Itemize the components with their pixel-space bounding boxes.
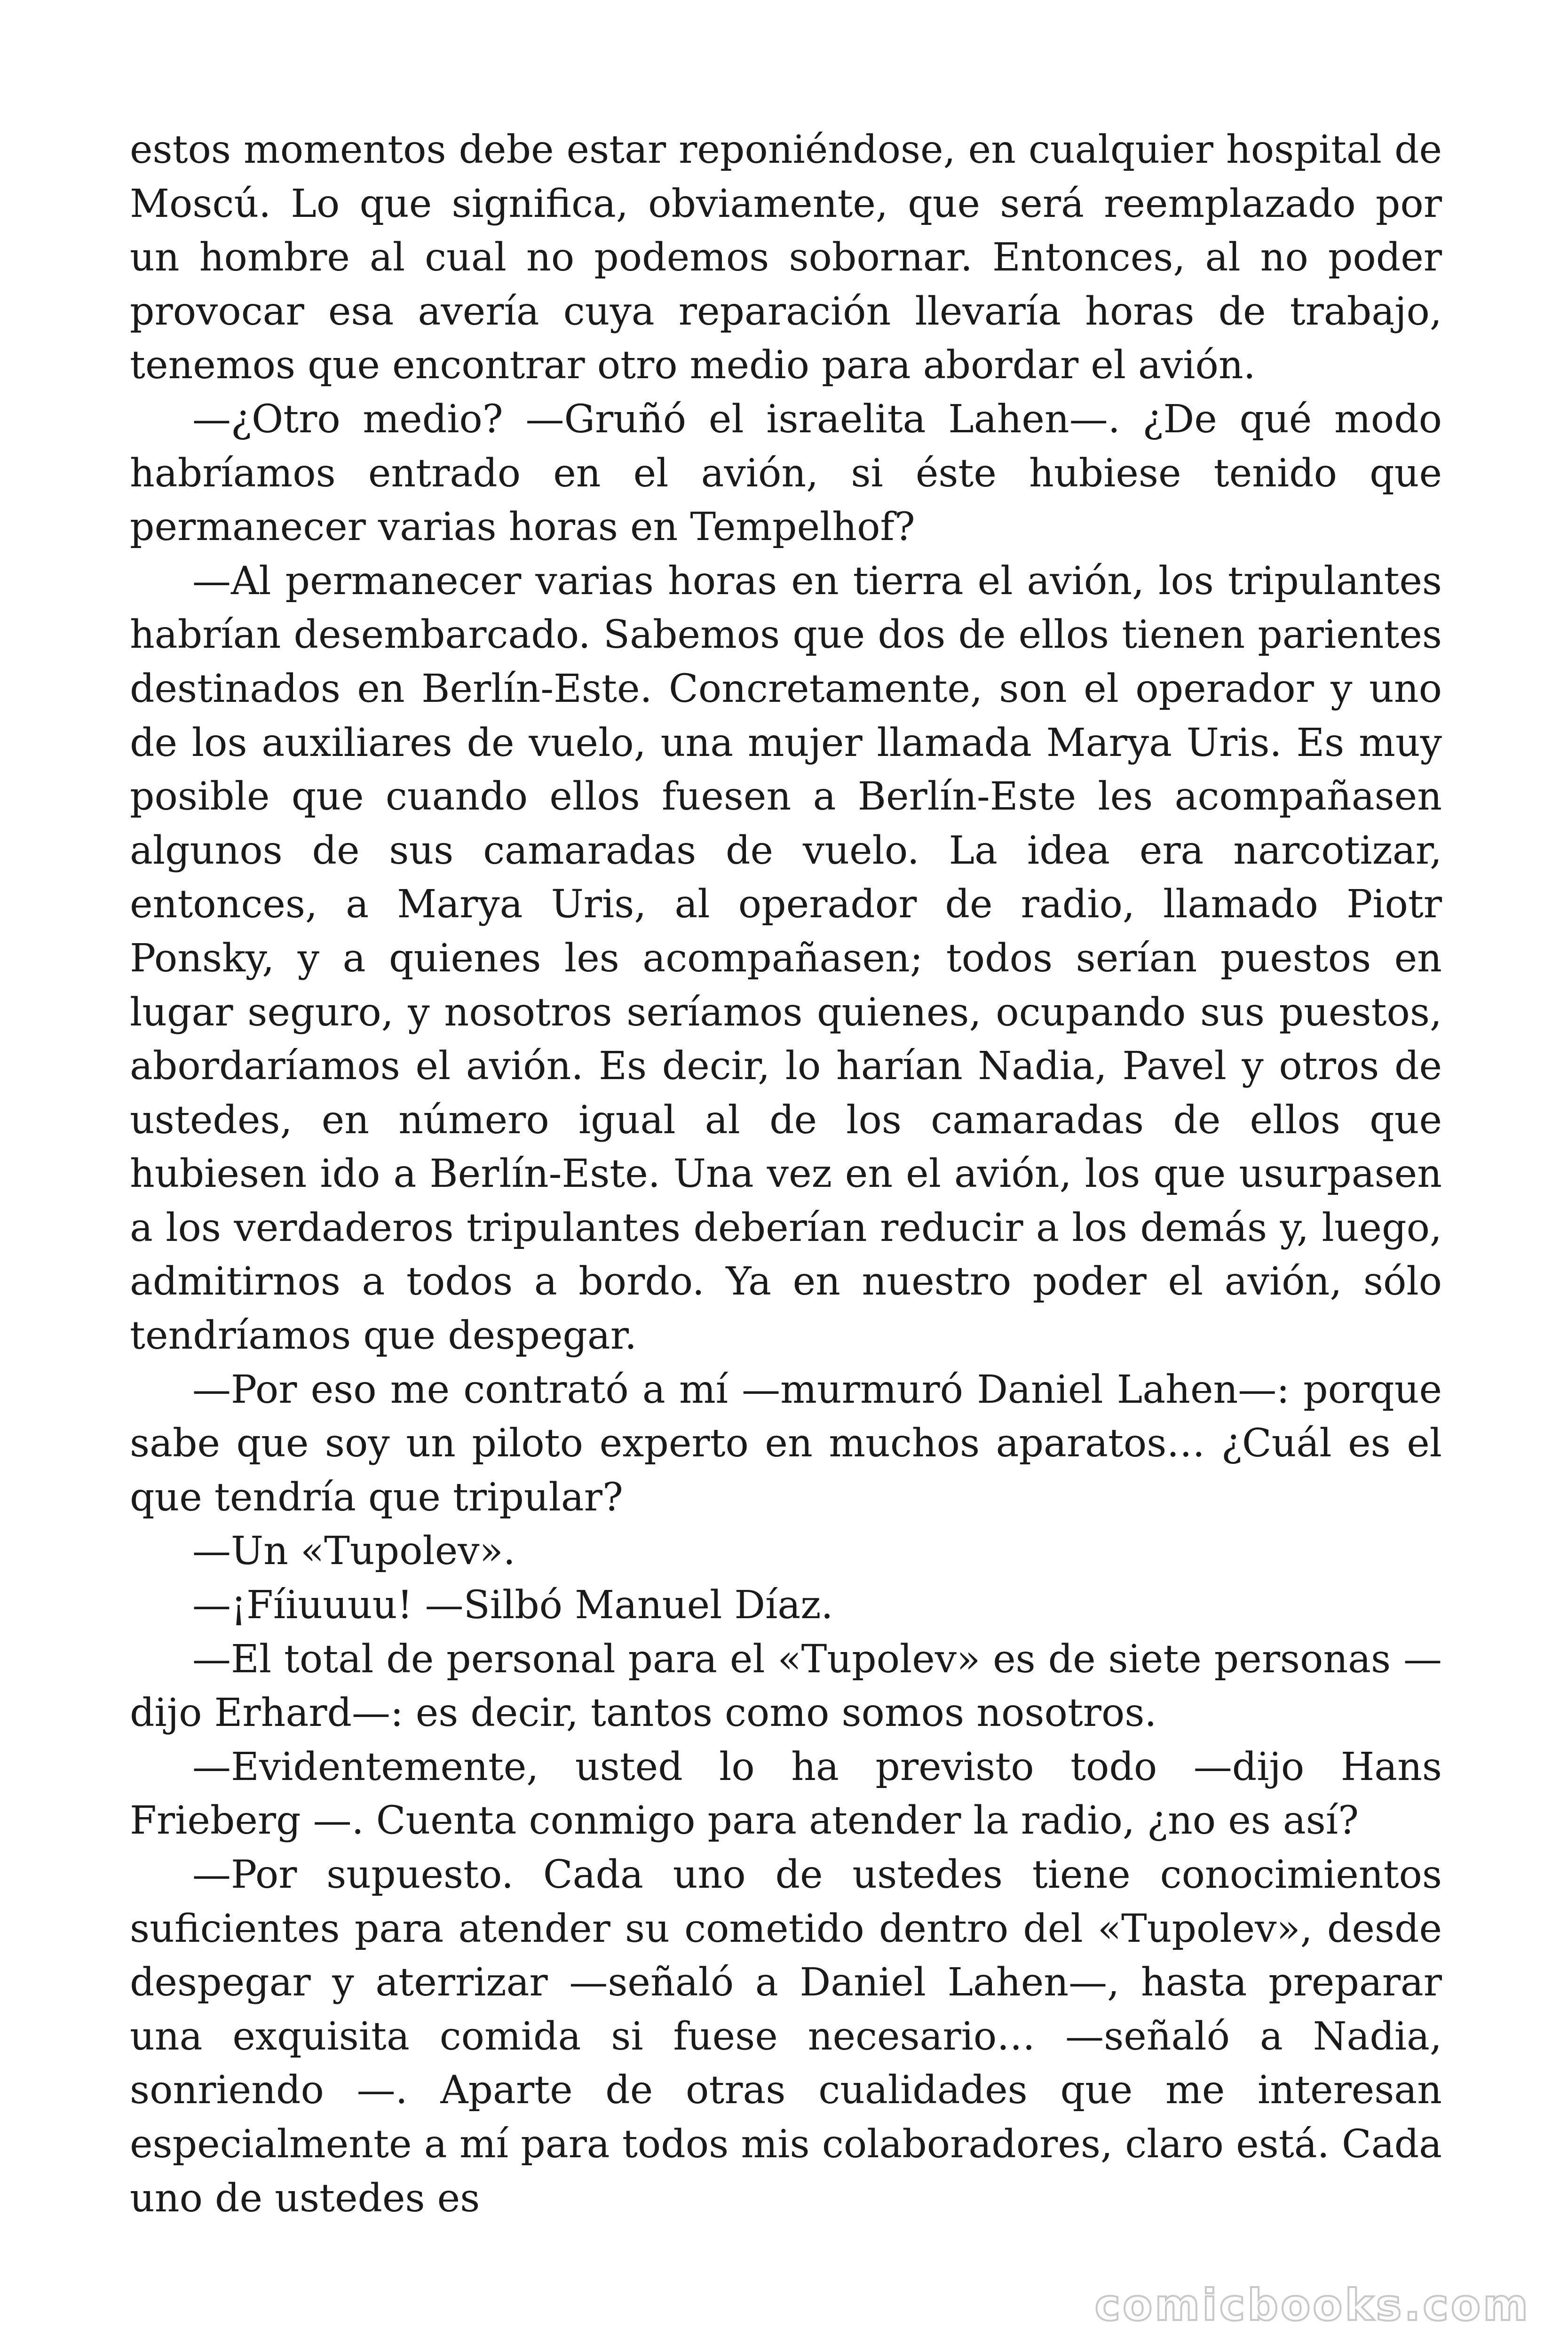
paragraph: —Por eso me contrató a mí —murmuró Daniel Lahen—: porque sabe que soy un piloto experto en muchos aparatos… ¿Cuál es el que tendría que tripular? [130,1367,1442,1520]
watermark: comicbooks.com [1094,2280,1530,2330]
body-text [130,123,1442,2225]
paragraph: —Al permanecer varias horas en tierra el avión, los tripulantes habrían desembarcado. Sabemos que dos de ellos tienen parientes destinados en Berlín-Este. Concretamente, son el operador y uno de los auxiliares de vuelo, una mujer llamada Marya Uris. Es muy posible que cuando ellos fuesen a Berlín-Este les acompañasen algunos de sus camaradas de vuelo. La idea era narcotizar, entonces, a Marya Uris, al operador de radio, llamado Piotr Ponsky, y a quienes les acompañasen; todos serían puestos en lugar seguro, y nosotros seríamos quienes, ocupando sus puestos, abordaríamos el avión. Es decir, lo harían Nadia, Pavel y otros de ustedes, en número igual al de los camaradas de ellos que hubiesen ido a Berlín-Este. Una vez en el avión, los que usurpasen a los verdaderos tripulantes deberían reducir a los demás y, luego, admitirnos a todos a bordo. Ya en nuestro poder el avión, sólo tendríamos que despegar. [130,558,1442,1359]
paragraph: —¡Fíiuuuu! —Silbó Manuel Díaz. [192,1583,833,1628]
paragraph: —Un «Tupolev». [192,1529,515,1574]
paragraph: —El total de personal para el «Tupolev» es de siete personas —dijo Erhard—: es decir, tantos como somos nosotros. [130,1637,1442,1736]
paragraph: —Por supuesto. Cada uno de ustedes tiene conocimientos suficientes para atender su cometido dentro del «Tupolev», desde despegar y aterrizar —señaló a Daniel Lahen—, hasta preparar una exquisita comida si fuese necesario… —señaló a Nadia, sonriendo —. Aparte de otras cualidades que me interesan especialmente a mí para todos mis colaboradores, claro está. Cada uno de ustedes es [130,1852,1442,2221]
paragraph: estos momentos debe estar reponiéndose, en cualquier hospital de Moscú. Lo que significa, obviamente, que será reemplazado por un hombre al cual no podemos sobornar. Entonces, al no poder provocar esa avería cuya reparación llevaría horas de trabajo, tenemos que encontrar otro medio para abordar el avión. [130,127,1442,388]
paragraph: —Evidentemente, usted lo ha previsto todo —dijo Hans Frieberg —. Cuenta conmigo para atender la radio, ¿no es así? [130,1744,1442,1843]
paragraph: —¿Otro medio? —Gruñó el israelita Lahen—. ¿De qué modo habríamos entrado en el avión, si éste hubiese tenido que permanecer varias horas en Tempelhof? [130,397,1442,550]
